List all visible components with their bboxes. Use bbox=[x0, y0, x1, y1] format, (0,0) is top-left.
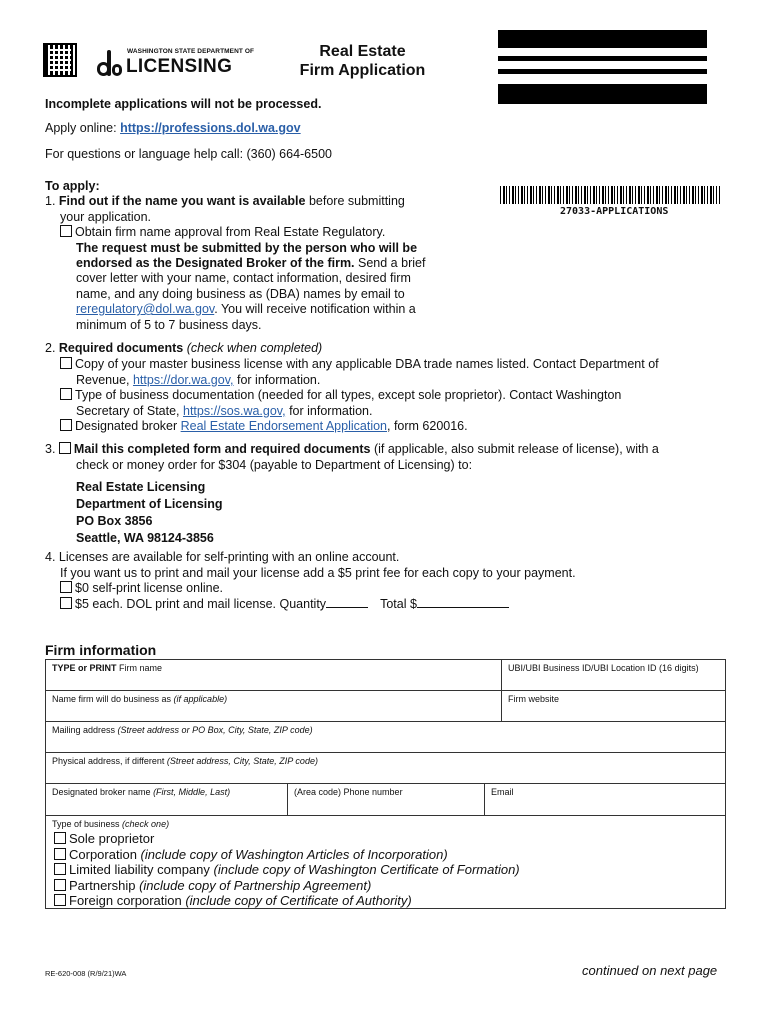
step1-rest: before submitting bbox=[305, 194, 405, 208]
name-approval-label: Obtain firm name approval from Real Estate Regulatory. bbox=[75, 225, 386, 239]
broker-label-pre: Designated broker name bbox=[52, 787, 154, 797]
step2-a2-post: for information. bbox=[233, 373, 321, 387]
title-line-1: Real Estate bbox=[319, 43, 406, 60]
option-label: Foreign corporation bbox=[69, 893, 186, 908]
step3-line2: check or money order for $304 (payable to Department of Licensing) to: bbox=[76, 458, 473, 472]
step2-b2-pre: Secretary of State, bbox=[76, 404, 183, 418]
step4-line1: 4. Licenses are available for self-printing with an online account. bbox=[45, 550, 400, 564]
form-row bbox=[46, 784, 725, 816]
option-label: Limited liability company bbox=[69, 862, 214, 877]
name-approval-checkbox[interactable] bbox=[60, 225, 72, 237]
mailing-address-label bbox=[46, 722, 725, 738]
step1-bold-b: endorsed as the Designated Broker of the firm. bbox=[76, 256, 355, 270]
step1-number: 1. bbox=[45, 194, 59, 208]
website-field[interactable] bbox=[501, 691, 725, 721]
step1-line-c: cover letter with your name, contact information, desired firm bbox=[76, 271, 411, 285]
mailing-label-ital: (Street address or PO Box, City, State, ZIP code) bbox=[117, 725, 313, 735]
step2-a-line2 bbox=[76, 372, 320, 388]
redaction-bar bbox=[498, 84, 707, 104]
physical-label-ital: (Street address, City, State, ZIP code) bbox=[166, 756, 318, 766]
broker-name-label bbox=[46, 784, 287, 800]
step3-rest: (if applicable, also submit release of license), with a bbox=[370, 442, 659, 456]
business-type-pre: Type of business bbox=[52, 819, 123, 829]
dol-print-option bbox=[60, 596, 509, 612]
address-line: Department of Licensing bbox=[76, 497, 223, 511]
business-type-label bbox=[46, 816, 725, 832]
step1-bold: Find out if the name you want is available bbox=[58, 194, 306, 208]
business-type-option[interactable] bbox=[54, 878, 725, 894]
option-checkbox[interactable] bbox=[54, 848, 66, 860]
step1-line-f: minimum of 5 to 7 business days. bbox=[76, 318, 262, 332]
step3-number: 3. bbox=[45, 442, 59, 456]
business-type-options bbox=[46, 831, 725, 909]
option-label: Corporation bbox=[69, 846, 141, 862]
sos-link[interactable]: https://sos.wa.gov, bbox=[183, 404, 286, 418]
title-line-2: Firm Application bbox=[299, 62, 426, 79]
endorsement-link[interactable]: Real Estate Endorsement Application bbox=[180, 419, 387, 433]
continued-note: continued on next page bbox=[582, 963, 718, 978]
step2-heading bbox=[45, 340, 322, 356]
form-row bbox=[46, 660, 725, 691]
step1-tail-b: Send a brief bbox=[354, 256, 426, 270]
ubi-label: UBI/UBI Business ID/UBI Location ID (16 digits) bbox=[508, 663, 699, 673]
step1-line-d: name, and any doing business as (DBA) names by email to bbox=[76, 287, 405, 301]
step2-number: 2. bbox=[45, 341, 59, 355]
incomplete-warning: Incomplete applications will not be processed. bbox=[45, 97, 322, 111]
physical-label-pre: Physical address, if different bbox=[52, 756, 167, 766]
option-note: (include copy of Partnership Agreement) bbox=[139, 877, 372, 893]
business-license-checkbox[interactable] bbox=[60, 357, 72, 369]
firm-name-label-bold: TYPE or PRINT bbox=[52, 663, 117, 673]
business-type-ital: (check one) bbox=[122, 819, 170, 829]
step2-c-post: , form 620016. bbox=[387, 419, 468, 433]
mail-form-checkbox[interactable] bbox=[59, 442, 71, 454]
step1-check-line bbox=[60, 224, 385, 240]
step1-line-e bbox=[76, 301, 416, 317]
firm-info-form bbox=[45, 659, 726, 909]
phone-field[interactable] bbox=[287, 784, 485, 815]
step4-line2: If you want us to print and mail your license add a $5 print fee for each copy to your payment. bbox=[60, 566, 576, 580]
option-checkbox[interactable] bbox=[54, 894, 66, 906]
to-apply-heading: To apply: bbox=[45, 179, 100, 193]
option-checkbox[interactable] bbox=[54, 879, 66, 891]
total-label: Total $ bbox=[380, 597, 417, 611]
business-type-option[interactable] bbox=[54, 862, 725, 878]
option-checkbox[interactable] bbox=[54, 863, 66, 875]
step1-line-e-rest: . You will receive notification within a bbox=[214, 302, 416, 316]
business-type-option[interactable] bbox=[54, 831, 725, 847]
quantity-field[interactable] bbox=[326, 607, 368, 608]
barcode bbox=[500, 186, 720, 204]
step1-bold-a: The request must be submitted by the person who will be bbox=[76, 241, 418, 255]
logo-dept-text: WASHINGTON STATE DEPARTMENT OF bbox=[127, 48, 255, 55]
option-label: Sole proprietor bbox=[69, 831, 155, 846]
broker-label-ital: (First, Middle, Last) bbox=[153, 787, 231, 797]
step3-bold: Mail this completed form and required documents bbox=[73, 442, 371, 456]
step2-ital: (check when completed) bbox=[183, 341, 323, 355]
address-line: Seattle, WA 98124-3856 bbox=[76, 531, 214, 545]
phone-label: (Area code) Phone number bbox=[294, 787, 403, 797]
firm-name-label bbox=[46, 660, 501, 676]
business-type-section bbox=[46, 816, 725, 909]
dba-name-field[interactable] bbox=[46, 691, 501, 721]
physical-address-label bbox=[46, 753, 725, 769]
business-type-option[interactable] bbox=[54, 847, 725, 863]
step1-line1 bbox=[45, 193, 405, 209]
broker-endorsement-checkbox[interactable] bbox=[60, 419, 72, 431]
dor-link[interactable]: https://dor.wa.gov, bbox=[132, 373, 234, 387]
total-field[interactable] bbox=[417, 607, 509, 608]
redaction-bar bbox=[498, 56, 707, 61]
step2-a1: Copy of your master business license with any applicable DBA trade names listed. Contact Department of bbox=[75, 357, 659, 371]
business-type-option[interactable] bbox=[54, 893, 725, 909]
option-note: (include copy of Certificate of Authority) bbox=[185, 893, 412, 908]
physical-address-field[interactable] bbox=[46, 753, 725, 784]
dba-label-ital: (if applicable) bbox=[173, 694, 228, 704]
apply-online-link[interactable]: https://professions.dol.wa.gov bbox=[120, 121, 301, 135]
qr-code bbox=[45, 45, 75, 75]
firm-name-label-rest: Firm name bbox=[116, 663, 163, 673]
option-note: (include copy of Washington Certificate of Formation) bbox=[213, 862, 520, 877]
mailing-label-pre: Mailing address bbox=[52, 725, 118, 735]
dol-logo-mark bbox=[97, 50, 123, 78]
dba-label bbox=[46, 691, 501, 707]
option-label: Partnership bbox=[69, 877, 140, 893]
email-label: Email bbox=[491, 787, 514, 797]
dol-logo bbox=[97, 46, 255, 80]
step2-b1: Type of business documentation (needed for all types, except sole proprietor). Contact Washington bbox=[75, 388, 622, 402]
ubi-field[interactable] bbox=[501, 660, 725, 690]
firm-info-heading: Firm information bbox=[45, 642, 157, 658]
logo-licensing-text: LICENSING bbox=[126, 56, 233, 77]
form-number: RE-620-008 (R/9/21)WA bbox=[45, 969, 127, 978]
apply-online-line bbox=[45, 120, 301, 136]
self-print-option bbox=[60, 580, 223, 596]
step1-line-b bbox=[76, 255, 425, 271]
option-note: (include copy of Washington Articles of Incorporation) bbox=[140, 846, 448, 862]
redaction-bar bbox=[498, 69, 707, 74]
step2-bold: Required documents bbox=[58, 341, 184, 355]
step2-a2-pre: Revenue, bbox=[76, 373, 133, 387]
step1-line2: your application. bbox=[60, 210, 152, 224]
email-link[interactable]: reregulatory@dol.wa.gov bbox=[76, 302, 215, 316]
redaction-bar bbox=[498, 30, 707, 48]
step2-b2-post: for information. bbox=[285, 404, 373, 418]
firm-name-field[interactable] bbox=[46, 660, 501, 690]
step2-c-pre: Designated broker bbox=[75, 419, 181, 433]
step2-c-line bbox=[60, 418, 468, 434]
email-field[interactable] bbox=[484, 784, 725, 815]
address-line: PO Box 3856 bbox=[76, 514, 153, 528]
barcode-label: 27033-APPLICATIONS bbox=[560, 206, 669, 217]
step2-a-line1 bbox=[60, 356, 659, 372]
dol-print-label: $5 each. DOL print and mail license. Quantity bbox=[75, 597, 327, 611]
address-line: Real Estate Licensing bbox=[76, 480, 206, 494]
website-label: Firm website bbox=[508, 694, 560, 704]
apply-online-label: Apply online: bbox=[45, 121, 121, 135]
step2-b-line2 bbox=[76, 403, 372, 419]
help-phone-line: For questions or language help call: (360) 664-6500 bbox=[45, 147, 332, 161]
option-checkbox[interactable] bbox=[54, 832, 66, 844]
dba-label-pre: Name firm will do business as bbox=[52, 694, 174, 704]
step3-line1 bbox=[45, 441, 659, 457]
form-title bbox=[280, 42, 445, 80]
mailing-address-block bbox=[76, 479, 223, 547]
business-doc-checkbox[interactable] bbox=[60, 388, 72, 400]
dol-print-checkbox[interactable] bbox=[60, 597, 72, 609]
self-print-label: $0 self-print license online. bbox=[75, 581, 223, 595]
step2-b-line1 bbox=[60, 387, 621, 403]
form-row bbox=[46, 691, 725, 722]
mailing-address-field[interactable] bbox=[46, 722, 725, 753]
self-print-checkbox[interactable] bbox=[60, 581, 72, 593]
broker-name-field[interactable] bbox=[46, 784, 287, 815]
